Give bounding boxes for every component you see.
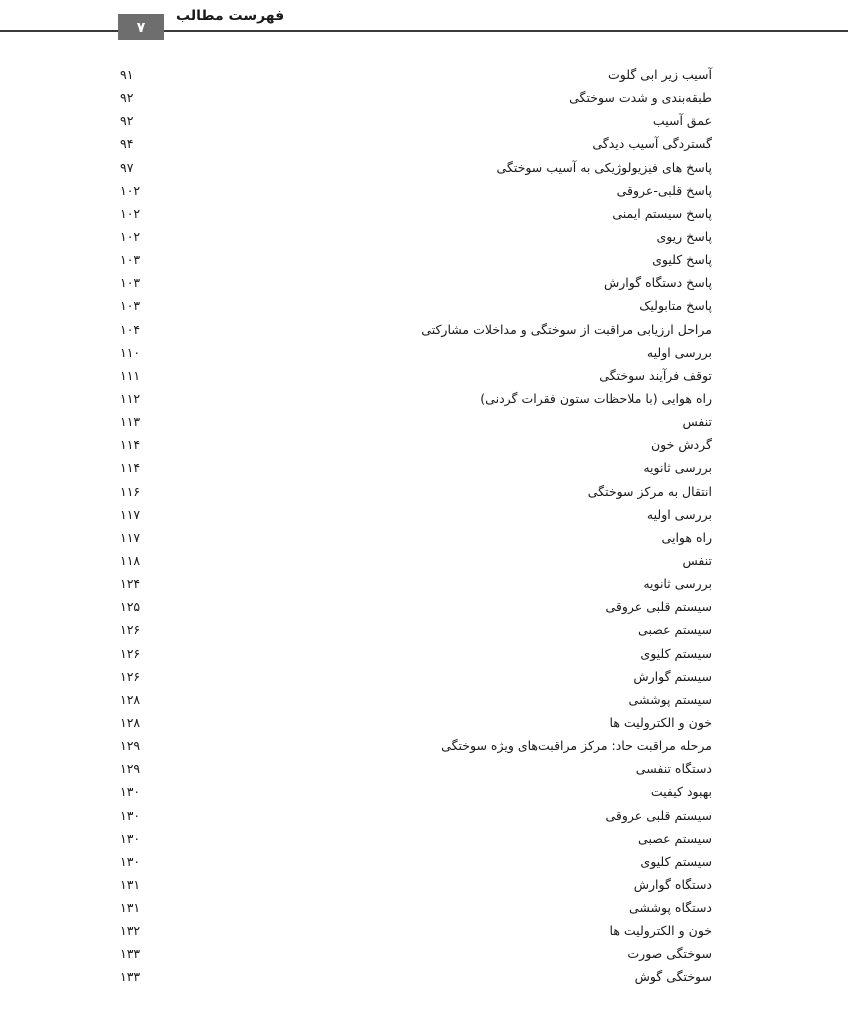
toc-entry xyxy=(0,157,848,180)
toc-entry xyxy=(0,133,848,156)
toc-entry xyxy=(0,180,848,203)
toc-entry xyxy=(0,87,848,110)
toc-entry-page-number: ۱۰۴ xyxy=(120,321,141,337)
toc-entry xyxy=(0,828,848,851)
toc-entry-page-number: ۹۲ xyxy=(120,113,134,129)
page-title: فهرست مطالب xyxy=(172,8,290,24)
toc-entry-page-number: ۱۲۸ xyxy=(120,691,141,707)
toc-entry-title: خون و الکترولیت ها xyxy=(609,923,712,939)
toc-entry-title: توقف فرآیند سوختگی xyxy=(599,367,712,383)
toc-entry-page-number: ۱۲۸ xyxy=(120,714,141,730)
toc-entry-title: پاسخ متابولیک xyxy=(639,298,712,314)
toc-entry xyxy=(0,735,848,758)
toc-entry-title: پاسخ ریوی xyxy=(656,228,712,244)
toc-entry-title: بررسی ثانویه xyxy=(643,460,712,476)
toc-entry-page-number: ۱۰۲ xyxy=(120,182,141,198)
toc-entry-title: سیستم عصبی xyxy=(638,830,712,846)
toc-entry-title: راه هوایی (با ملاحظات ستون فقرات گردنی) xyxy=(480,390,712,406)
toc-entry-title: سیستم کلیوی xyxy=(640,645,712,661)
toc-entry-title: دستگاه پوششی xyxy=(628,900,712,916)
toc-entry-page-number: ۱۲۶ xyxy=(120,622,141,638)
toc-entry-page-number: ۱۱۱ xyxy=(120,367,141,383)
toc-entry-page-number: ۱۳۳ xyxy=(120,969,141,985)
toc-entry-title: بهبود کیفیت xyxy=(650,784,712,800)
toc-entry xyxy=(0,689,848,712)
toc-entry-title: راه هوایی xyxy=(661,529,712,545)
toc-entry-title: سیستم قلبی عروقی xyxy=(605,599,712,615)
toc-entry xyxy=(0,411,848,434)
toc-entry-page-number: ۱۳۰ xyxy=(120,830,141,846)
toc-entry-page-number: ۹۴ xyxy=(120,136,134,152)
toc-entry-page-number: ۹۲ xyxy=(120,90,134,106)
toc-entry xyxy=(0,619,848,642)
toc-entry-page-number: ۱۱۴ xyxy=(120,437,141,453)
toc-entry-page-number: ۱۲۶ xyxy=(120,645,141,661)
toc-entry-page-number: ۱۱۷ xyxy=(120,506,141,522)
toc-entry-title: آسیب زیر ابی گلوت xyxy=(607,67,712,82)
toc-entry-page-number: ۱۳۰ xyxy=(120,784,141,800)
toc-entry xyxy=(0,295,848,318)
toc-entry-title: سیستم گوارش xyxy=(633,668,712,684)
toc-entry-title: سیستم قلبی عروقی xyxy=(605,807,712,823)
toc-entry-title: پاسخ سیستم ایمنی xyxy=(612,205,712,221)
toc-entry-title: گردش خون xyxy=(650,437,712,453)
toc-entry-title: بررسی ثانویه xyxy=(643,576,712,592)
toc-entry-title: طبقه‌بندی و شدت سوختگی xyxy=(569,90,712,106)
toc-entry-title: پاسخ کلیوی xyxy=(652,252,712,268)
toc-entry-page-number: ۱۱۶ xyxy=(120,483,141,499)
toc-entry-page-number: ۱۰۳ xyxy=(120,298,141,314)
toc-entry xyxy=(0,966,848,989)
toc-entry xyxy=(0,249,848,272)
toc-entry xyxy=(0,319,848,342)
toc-entry-page-number: ۱۰۳ xyxy=(120,252,141,268)
toc-entry-title: عمق آسیب xyxy=(652,113,712,129)
toc-entry xyxy=(0,573,848,596)
toc-entry-title: تنفس xyxy=(682,552,712,568)
toc-entry xyxy=(0,226,848,249)
toc-entry-page-number: ۱۲۶ xyxy=(120,668,141,684)
toc-entry-page-number: ۹۱ xyxy=(120,67,134,82)
toc-entry xyxy=(0,481,848,504)
toc-entry-title: سیستم عصبی xyxy=(638,622,712,638)
toc-entry xyxy=(0,110,848,133)
toc-entry xyxy=(0,874,848,897)
toc-entry-title: سوختگی صورت xyxy=(627,946,712,962)
toc-entry xyxy=(0,666,848,689)
toc-entry-page-number: ۱۰۲ xyxy=(120,205,141,221)
page-header xyxy=(0,0,848,44)
toc-entry-title: سوختگی گوش xyxy=(634,969,712,985)
toc-entry-page-number: ۱۳۱ xyxy=(120,900,141,916)
toc-entry-page-number: ۱۰۳ xyxy=(120,275,141,291)
toc-entry xyxy=(0,64,848,87)
toc-entry-title: مرحله مراقبت حاد: مرکز مراقبت‌های ویژه سوختگی xyxy=(441,738,712,754)
toc-entry-title: بررسی اولیه xyxy=(646,506,712,522)
toc-entry-page-number: ۱۳۱ xyxy=(120,876,141,892)
toc-entry xyxy=(0,712,848,735)
table-of-contents xyxy=(0,64,848,990)
toc-entry-page-number: ۱۳۲ xyxy=(120,923,141,939)
toc-entry-page-number: ۹۷ xyxy=(120,159,134,175)
toc-entry-title: تنفس xyxy=(682,414,712,430)
toc-entry xyxy=(0,643,848,666)
toc-entry-page-number: ۱۰۲ xyxy=(120,228,141,244)
toc-entry xyxy=(0,342,848,365)
toc-entry-title: بررسی اولیه xyxy=(646,344,712,360)
toc-entry xyxy=(0,457,848,480)
toc-entry xyxy=(0,920,848,943)
toc-entry xyxy=(0,504,848,527)
toc-entry xyxy=(0,388,848,411)
toc-entry-page-number: ۱۱۸ xyxy=(120,552,141,568)
toc-entry xyxy=(0,805,848,828)
toc-entry-title: سیستم کلیوی xyxy=(640,853,712,869)
toc-entry xyxy=(0,851,848,874)
toc-entry-page-number: ۱۳۳ xyxy=(120,946,141,962)
toc-entry-title: انتقال به مرکز سوختگی xyxy=(587,483,712,499)
toc-entry xyxy=(0,365,848,388)
toc-entry-page-number: ۱۱۲ xyxy=(120,390,141,406)
toc-entry-title: خون و الکترولیت ها xyxy=(609,714,712,730)
toc-entry-page-number: ۱۳۰ xyxy=(120,853,141,869)
toc-entry-page-number: ۱۱۰ xyxy=(120,344,141,360)
toc-entry xyxy=(0,527,848,550)
toc-entry-page-number: ۱۲۵ xyxy=(120,599,141,615)
toc-entry-page-number: ۱۱۴ xyxy=(120,460,141,476)
toc-entry-page-number: ۱۲۴ xyxy=(120,576,141,592)
toc-entry-title: گستردگی آسیب دیدگی xyxy=(592,136,712,152)
toc-entry xyxy=(0,596,848,619)
toc-entry xyxy=(0,434,848,457)
toc-entry-page-number: ۱۲۹ xyxy=(120,761,141,777)
toc-entry xyxy=(0,897,848,920)
toc-entry-title: پاسخ دستگاه گوارش xyxy=(603,275,712,291)
toc-entry-page-number: ۱۱۷ xyxy=(120,529,141,545)
toc-entry-title: دستگاه گوارش xyxy=(633,876,712,892)
toc-entry-page-number: ۱۳۰ xyxy=(120,807,141,823)
toc-entry xyxy=(0,943,848,966)
toc-entry xyxy=(0,272,848,295)
toc-entry-title: پاسخ های فیزیولوژیکی به آسیب سوختگی xyxy=(496,159,712,175)
toc-entry xyxy=(0,550,848,573)
toc-entry xyxy=(0,781,848,804)
toc-entry xyxy=(0,203,848,226)
toc-entry-title: سیستم پوششی xyxy=(628,691,712,707)
toc-entry-page-number: ۱۲۹ xyxy=(120,738,141,754)
toc-entry-title: دستگاه تنفسی xyxy=(635,761,712,777)
toc-entry-title: پاسخ قلبی-عروقی xyxy=(616,182,712,198)
toc-entry xyxy=(0,758,848,781)
toc-entry-page-number: ۱۱۳ xyxy=(120,414,141,430)
page-number-badge: ۷ xyxy=(118,14,164,40)
toc-entry-title: مراحل ارزیابی مراقبت از سوختگی و مداخلات مشارکتی xyxy=(421,321,712,337)
